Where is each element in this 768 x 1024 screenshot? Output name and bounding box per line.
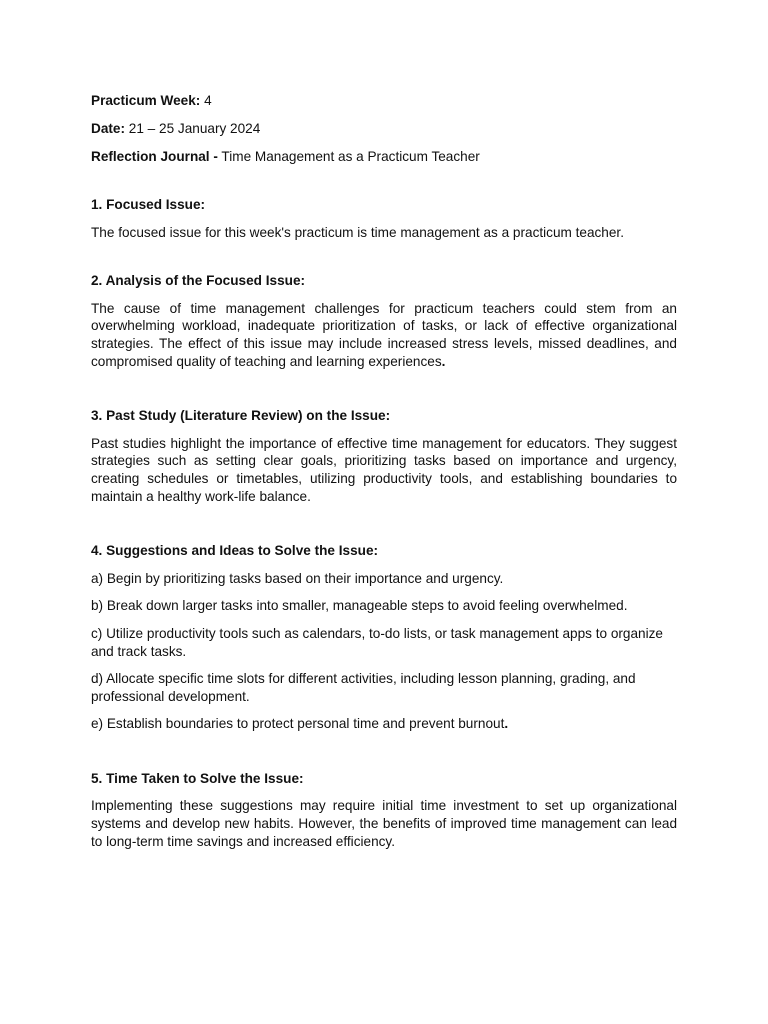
section-paragraph: Implementing these suggestions may require initial time investment to set up organizational systems and develop new habits. However, the benefits of improved time management can lead to long-term time savings and increased efficiency. (91, 798, 677, 849)
section-heading: 4. Suggestions and Ideas to Solve the Issue: (91, 543, 379, 559)
list-item-end-period: . (504, 716, 509, 732)
paragraph-text: The cause of time management challenges for practicum teachers could stem from an overwhelming workload, inadequate prioritization of tasks, or lack of effective organizational strategies. The effect of this issue may include increased stress levels, missed deadlines, and compromised quality of teaching and learning experiences (91, 300, 677, 369)
journal-title: Time Management as a Practicum Teacher (217, 149, 480, 164)
list-item-text: e) Establish boundaries to protect personal time and prevent burnout (91, 716, 505, 732)
practicum-week-value: 4 (200, 93, 212, 108)
section-analysis (91, 272, 677, 370)
section-suggestions (91, 542, 677, 733)
section-heading: 1. Focused Issue: (91, 197, 206, 212)
journal-label: Reflection Journal - (91, 149, 218, 164)
section-heading: 3. Past Study (Literature Review) on the Issue: (91, 408, 391, 424)
list-item (91, 715, 677, 733)
section-heading: 2. Analysis of the Focused Issue: (91, 273, 306, 289)
date-label: Date: (91, 121, 125, 136)
list-item: b) Break down larger tasks into smaller, manageable steps to avoid feeling overwhelmed. (91, 598, 628, 614)
list-item: c) Utilize productivity tools such as calendars, to-do lists, or task management apps to organize and track tasks. (91, 625, 663, 659)
list-item: d) Allocate specific time slots for different activities, including lesson planning, grading, and professional development. (91, 671, 636, 704)
section-literature-review (91, 407, 677, 505)
section-time-taken (91, 770, 677, 850)
list-item: a) Begin by prioritizing tasks based on their importance and urgency. (91, 570, 504, 586)
date-line (91, 120, 677, 148)
section-paragraph (91, 300, 677, 370)
practicum-week-line (91, 92, 677, 120)
practicum-week-label: Practicum Week: (91, 93, 201, 108)
paragraph-end-period: . (441, 353, 446, 369)
section-paragraph: The focused issue for this week's practicum is time management as a practicum teacher. (91, 224, 624, 240)
section-heading: 5. Time Taken to Solve the Issue: (91, 770, 304, 786)
document-page (91, 92, 677, 850)
section-focused-issue (91, 196, 677, 241)
section-paragraph: Past studies highlight the importance of effective time management for educators. They suggest strategies such as setting clear goals, prioritizing tasks based on importance and urgency, creating schedules or timetables, utilizing productivity tools, and establishing boundaries to maintain a healthy work-life balance. (91, 435, 677, 504)
date-value: 21 – 25 January 2024 (125, 121, 261, 136)
journal-title-line (91, 148, 677, 176)
